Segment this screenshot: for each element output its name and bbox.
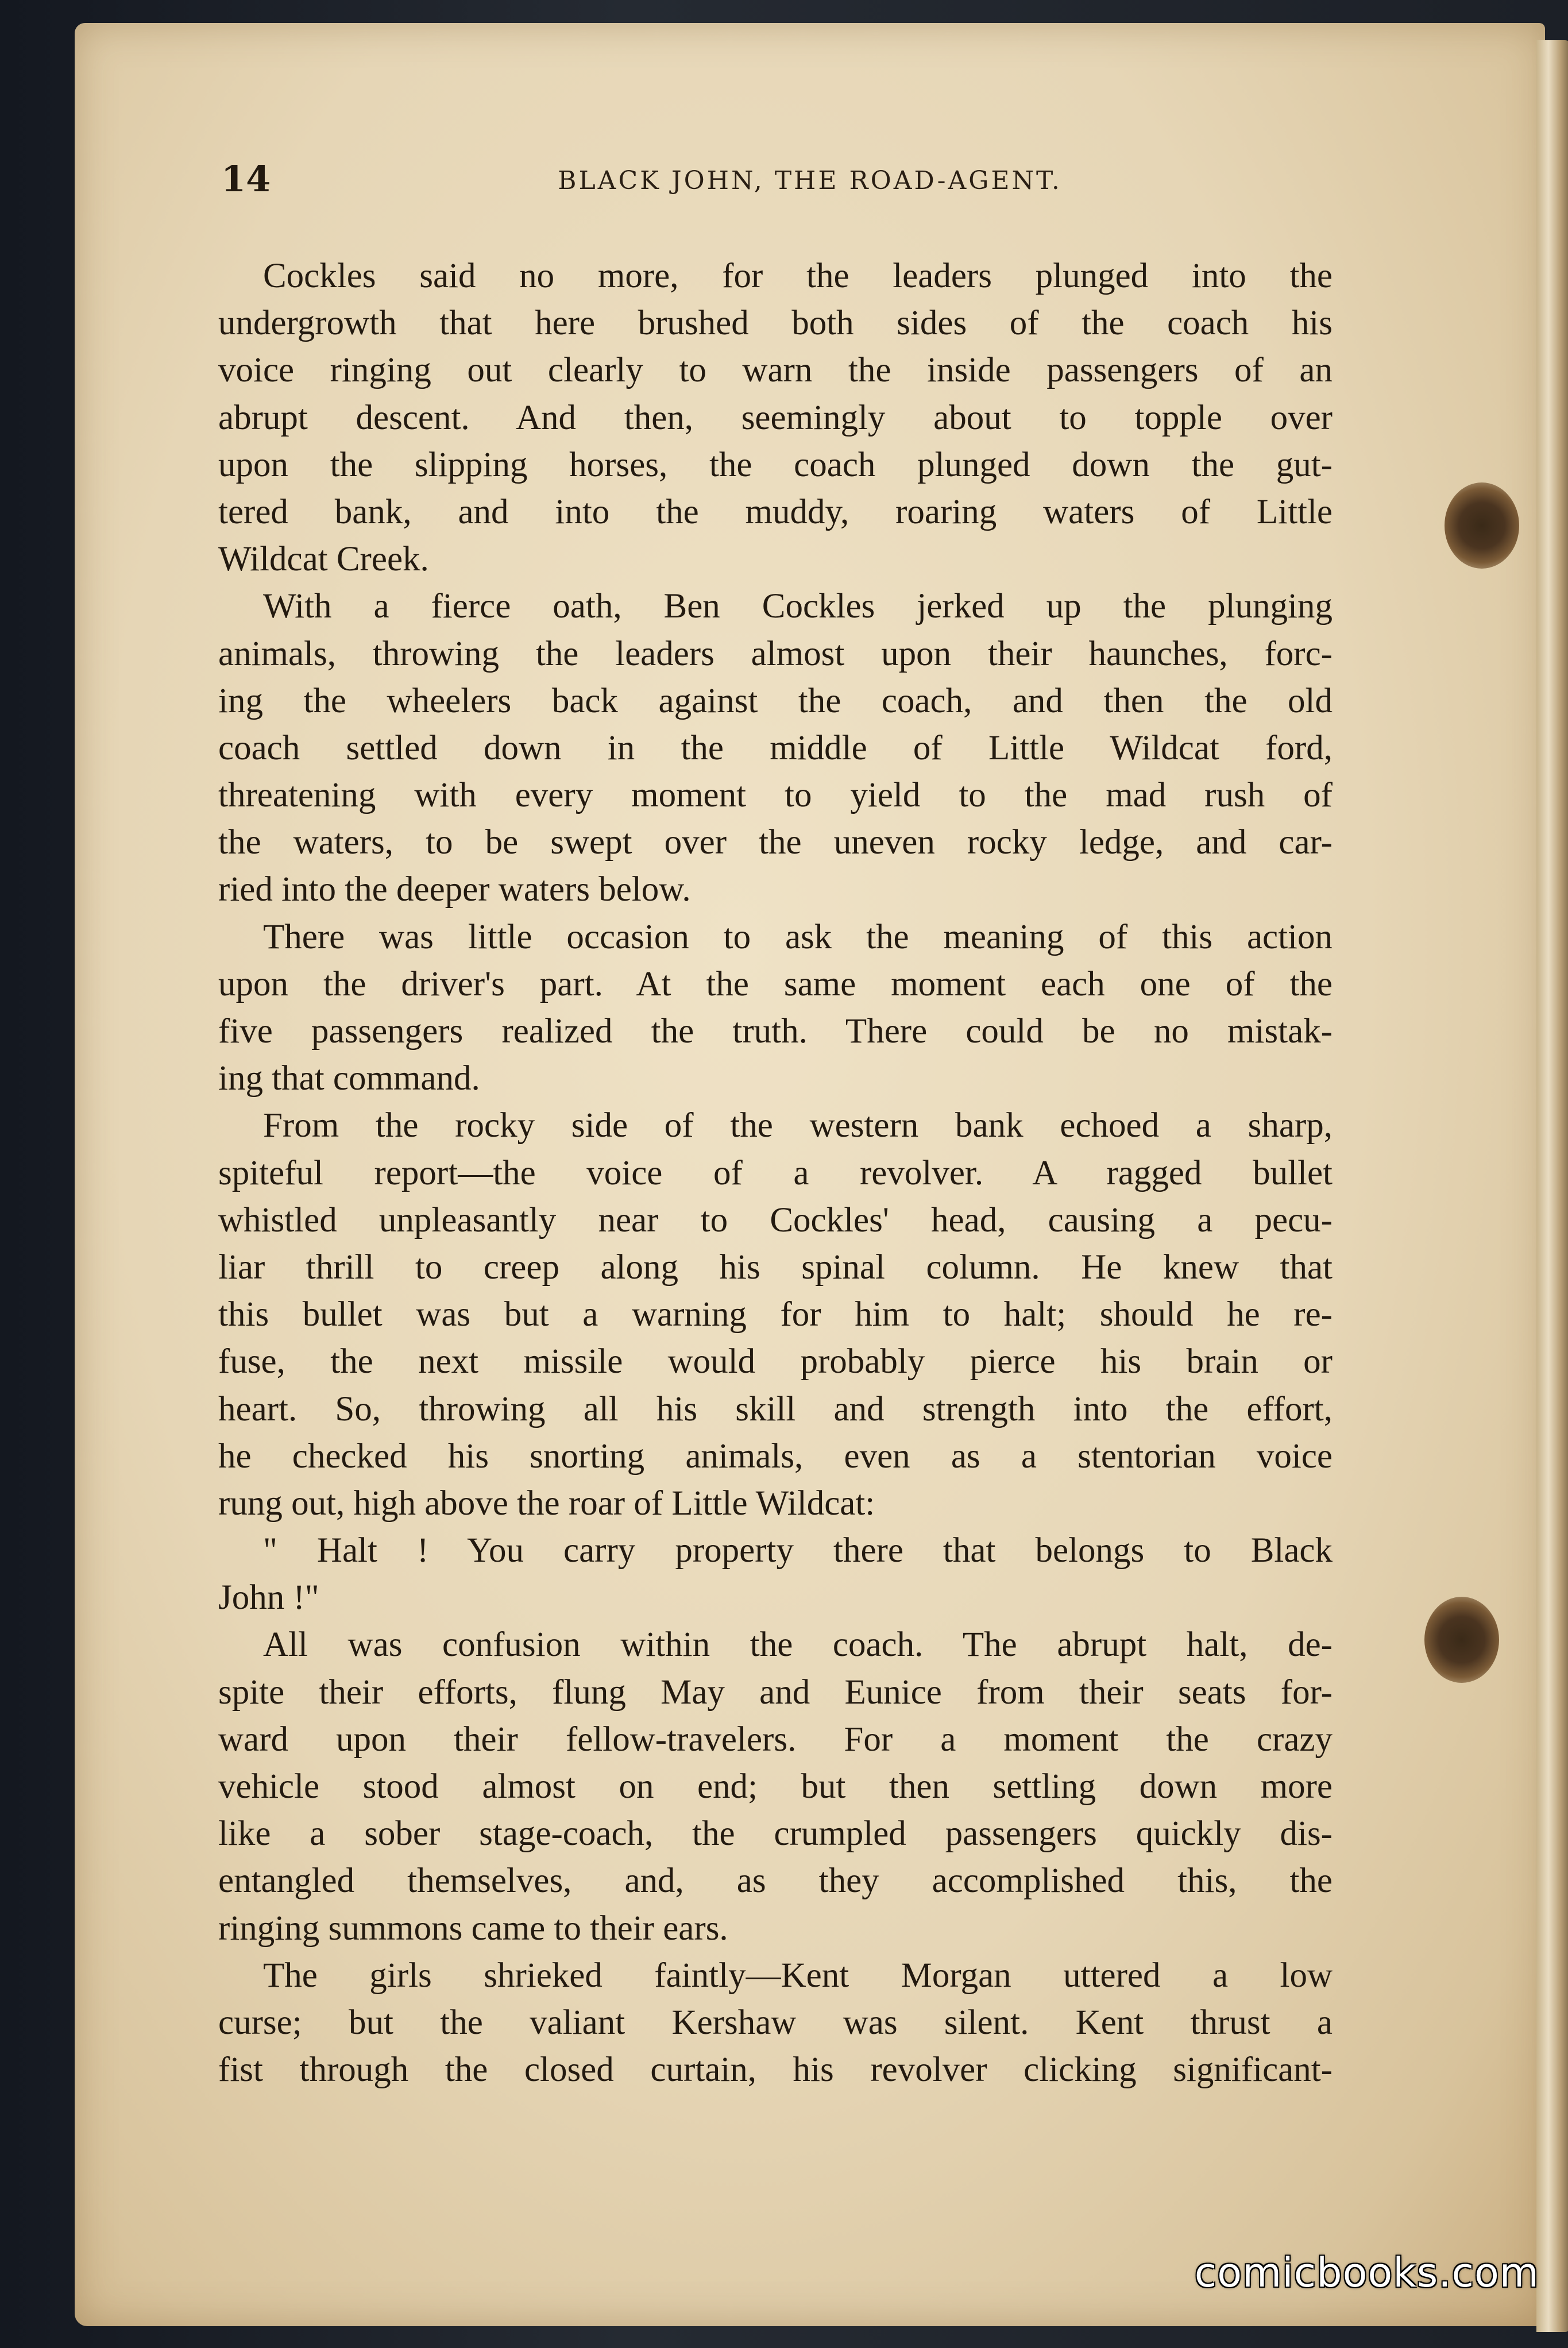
text-line: vehicle stood almost on end; but then settling down more xyxy=(218,1767,1333,1806)
page-header xyxy=(221,156,1399,208)
text-line: ward upon their fellow-travelers. For a moment the crazy xyxy=(218,1720,1333,1759)
text-line: ried into the deeper waters below. xyxy=(218,870,691,909)
page-number: 14 xyxy=(221,158,271,200)
binding-hole xyxy=(1445,482,1519,569)
text-line: From the rocky side of the western bank echoed a sharp, xyxy=(263,1106,1333,1145)
text-line: he checked his snorting animals, even as a stentorian voice xyxy=(218,1436,1333,1476)
text-line: undergrowth that here brushed both sides of the coach his xyxy=(218,304,1333,343)
text-line: spiteful report—the voice of a revolver. A ragged bullet xyxy=(218,1153,1333,1192)
text-line: The girls shrieked faintly—Kent Morgan uttered a low xyxy=(263,1956,1333,1995)
page-edge xyxy=(1536,40,1568,2332)
text-line: tered bank, and into the muddy, roaring waters of Little xyxy=(218,492,1333,531)
text-line: ing the wheelers back against the coach, and then the old xyxy=(218,681,1333,720)
running-title: BLACK JOHN, THE ROAD-AGENT. xyxy=(558,166,1062,195)
text-line: five passengers realized the truth. There could be no mistak- xyxy=(218,1012,1333,1051)
text-line: abrupt descent. And then, seemingly about to topple over xyxy=(218,398,1333,437)
text-line: threatening with every moment to yield to the mad rush of xyxy=(218,776,1333,815)
text-line: There was little occasion to ask the meaning of this action xyxy=(263,917,1333,956)
text-line: the waters, to be swept over the uneven rocky ledge, and car- xyxy=(218,823,1333,862)
body-text xyxy=(218,253,1333,2094)
text-line: " Halt ! You carry property there that belongs to Black xyxy=(263,1531,1333,1570)
text-line: heart. So, throwing all his skill and strength into the effort, xyxy=(218,1389,1333,1428)
text-line: All was confusion within the coach. The abrupt halt, de- xyxy=(263,1625,1333,1665)
text-line: ing that command. xyxy=(218,1059,480,1098)
text-line: ringing summons came to their ears. xyxy=(218,1909,728,1948)
text-line: animals, throwing the leaders almost upon their haunches, forc- xyxy=(218,634,1333,673)
text-line: voice ringing out clearly to warn the inside passengers of an xyxy=(218,351,1333,390)
text-line: curse; but the valiant Kershaw was silent. Kent thrust a xyxy=(218,2003,1333,2042)
text-line: fuse, the next missile would probably pierce his brain or xyxy=(218,1342,1333,1381)
text-line: entangled themselves, and, as they accomplished this, the xyxy=(218,1862,1333,1901)
text-line: like a sober stage-coach, the crumpled passengers quickly dis- xyxy=(218,1814,1333,1853)
text-line: Cockles said no more, for the leaders plunged into the xyxy=(263,257,1333,295)
text-line: John !" xyxy=(218,1578,319,1617)
text-line: spite their efforts, flung May and Eunice from their seats for- xyxy=(218,1673,1333,1712)
text-line: rung out, high above the roar of Little Wildcat: xyxy=(218,1484,875,1523)
text-line: upon the driver's part. At the same moment each one of the xyxy=(218,964,1333,1003)
text-line: Wildcat Creek. xyxy=(218,540,429,579)
text-line: fist through the closed curtain, his revolver clicking significant- xyxy=(218,2050,1333,2090)
text-line: liar thrill to creep along his spinal column. He knew that xyxy=(218,1248,1333,1287)
text-line: upon the slipping horses, the coach plunged down the gut- xyxy=(218,445,1333,484)
text-line: With a fierce oath, Ben Cockles jerked up the plunging xyxy=(263,587,1333,626)
text-line: whistled unpleasantly near to Cockles' head, causing a pecu- xyxy=(218,1200,1333,1239)
text-line: this bullet was but a warning for him to halt; should he re- xyxy=(218,1295,1333,1334)
text-line: coach settled down in the middle of Little Wildcat ford, xyxy=(218,728,1333,767)
site-watermark: comicbooks.com xyxy=(1194,2249,1539,2296)
binding-hole xyxy=(1424,1597,1499,1683)
